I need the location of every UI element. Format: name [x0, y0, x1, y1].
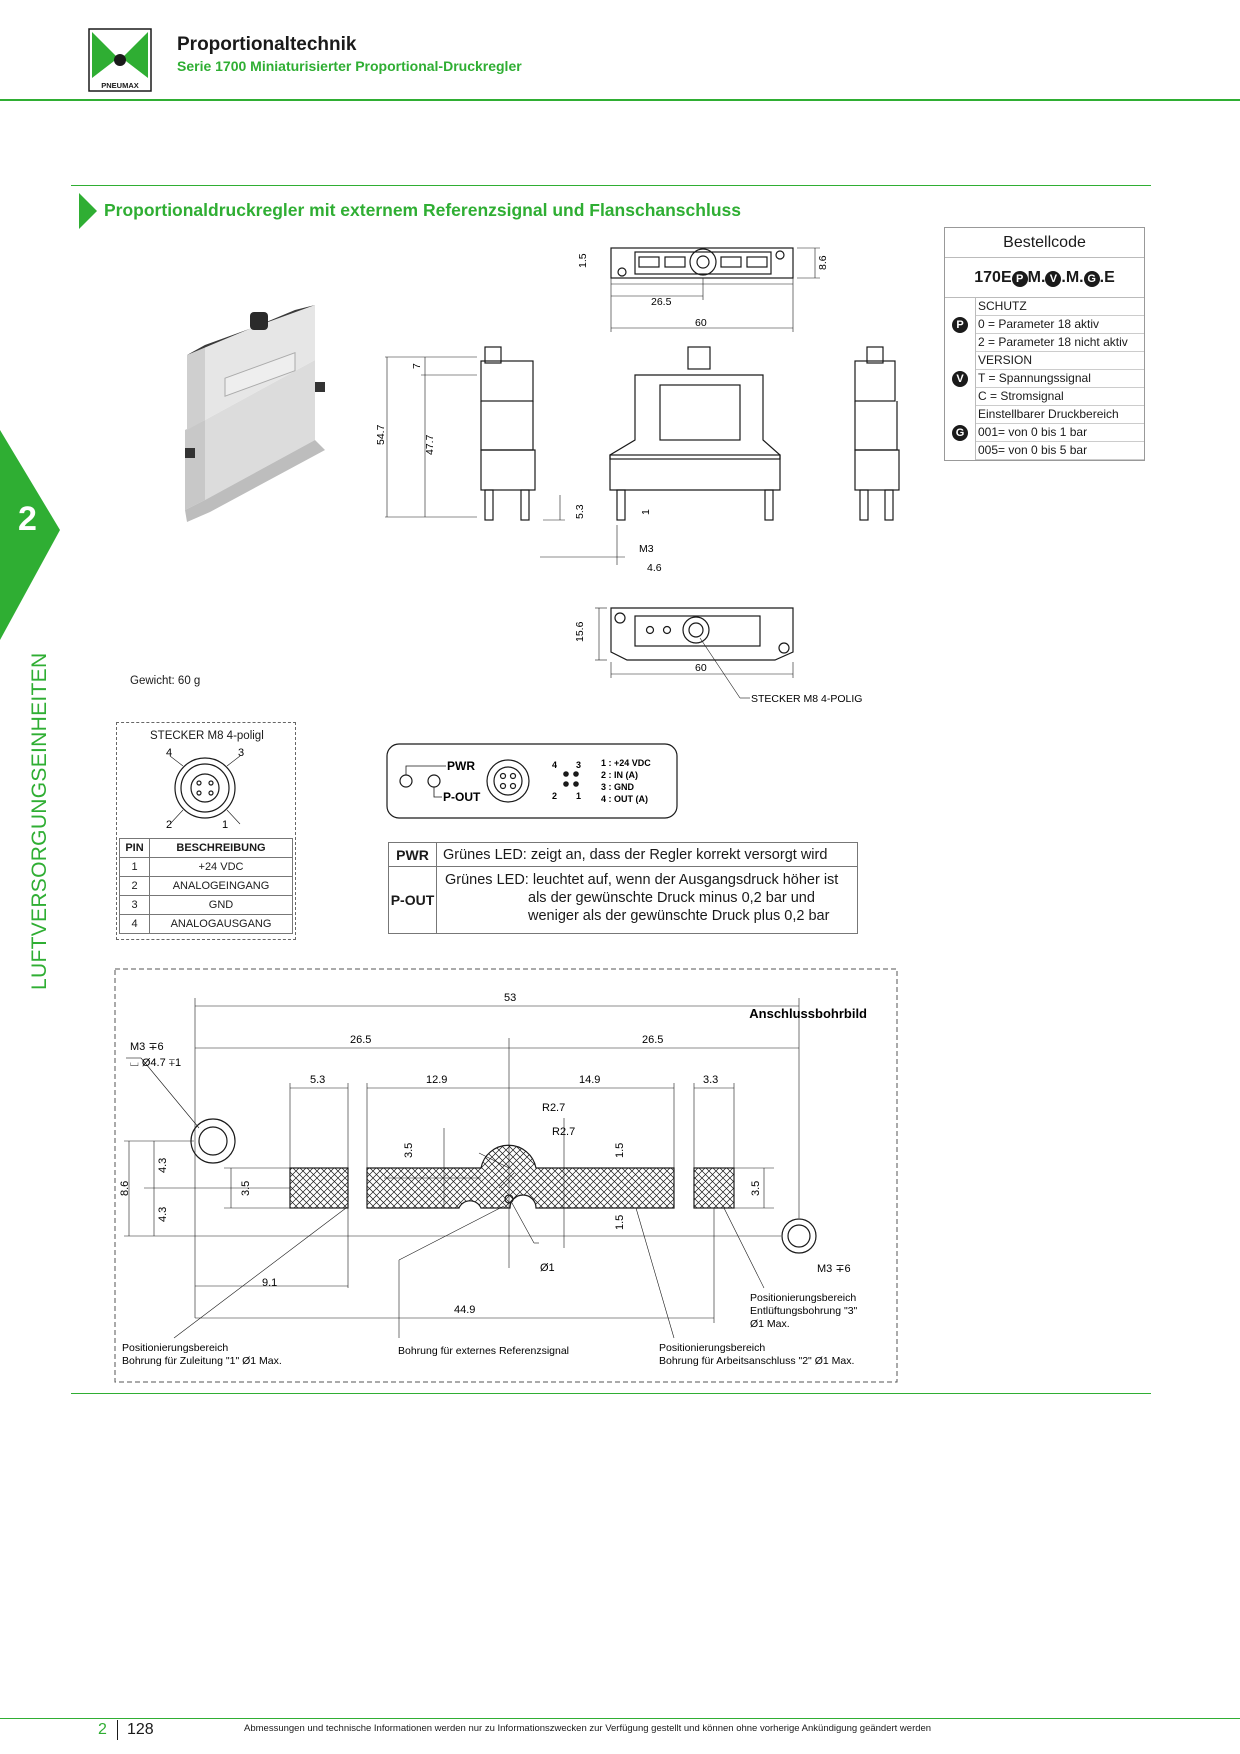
- pin-number: 2: [552, 791, 558, 801]
- dim-text: 1.5: [577, 253, 589, 268]
- code-part: M.: [1027, 269, 1046, 286]
- table-row: [389, 843, 858, 867]
- bc-group-label: Einstellbarer Druckbereich: [976, 406, 1144, 424]
- pin-number: 4: [552, 760, 558, 770]
- dim-text: 60: [695, 317, 707, 329]
- footer-separator: [117, 1720, 118, 1740]
- dim-text: 26.5: [651, 296, 672, 308]
- bc-option: T = Spannungssignal: [976, 370, 1144, 388]
- pin-label: 2: [166, 819, 173, 831]
- led-desc: Grünes LED: zeigt an, dass der Regler korrekt versorgt wird: [437, 843, 858, 867]
- table-cell: 1: [120, 858, 150, 877]
- section-rule-top: [71, 185, 1151, 186]
- dim-text: 44.9: [454, 1304, 476, 1316]
- dim-text: 3.5: [240, 1180, 252, 1196]
- bc-option: 2 = Parameter 18 nicht aktiv: [976, 334, 1144, 352]
- code-mark-v: V: [1045, 271, 1061, 287]
- dim-text: 47.7: [424, 434, 436, 455]
- table-cell: ANALOGEINGANG: [150, 877, 293, 896]
- table-row: [120, 915, 293, 934]
- connector-callout: STECKER M8 4-POLIG: [751, 693, 863, 705]
- code-part: 170E: [974, 269, 1012, 286]
- header-title: Proportionaltechnik: [177, 34, 357, 55]
- connector-title: STECKER M8 4-poligl: [150, 730, 264, 742]
- dim-text: R2.7: [552, 1126, 576, 1138]
- logo-text: PNEUMAX: [101, 81, 139, 90]
- dim-text: M3: [639, 543, 654, 555]
- hole-left-spec: M3 ∓6: [130, 1041, 164, 1053]
- table-row: [120, 896, 293, 915]
- led-desc-line: weniger als der gewünschte Druck plus 0,2 bar: [528, 908, 830, 924]
- side-tab-label: LUFTVERSORGUNGSEINHEITEN: [28, 652, 51, 990]
- section-title: Proportionaldruckregler mit externem Referenzsignal und Flanschanschluss: [104, 200, 741, 220]
- dim-text: 8.6: [119, 1180, 131, 1196]
- note-ref: Bohrung für externes Referenzsignal: [398, 1345, 570, 1357]
- led-panel: [386, 743, 678, 819]
- pinout-line: 3 : GND: [601, 782, 635, 792]
- pwr-label: PWR: [447, 759, 475, 773]
- note-vent: Positionierungsbereich: [750, 1292, 857, 1304]
- pin-label: 3: [238, 747, 245, 759]
- table-header: PIN: [120, 839, 150, 858]
- table-cell: 2: [120, 877, 150, 896]
- weight-label: Gewicht: 60 g: [130, 675, 201, 687]
- bc-option: C = Stromsignal: [976, 388, 1144, 406]
- port-pattern-drawing: [114, 968, 898, 1383]
- pin-table: [119, 838, 293, 934]
- led-key: PWR: [389, 843, 437, 867]
- note-work: Positionierungsbereich: [659, 1342, 766, 1354]
- footer-disclaimer: Abmessungen und technische Informationen werden nur zu Informationszwecken zur Verfügung gestellt und können ohne vorherige Ankündigung geändert werden: [244, 1723, 932, 1734]
- table-cell: 4: [120, 915, 150, 934]
- dim-text: 9.1: [262, 1277, 278, 1289]
- table-row: [120, 877, 293, 896]
- dim-text: 15.6: [574, 621, 586, 642]
- note-work: Bohrung für Arbeitsanschluss "2" Ø1 Max.: [659, 1355, 855, 1367]
- table-row: [120, 858, 293, 877]
- dim-text: 1: [640, 509, 652, 515]
- dim-text: 14.9: [579, 1074, 601, 1086]
- dim-text: 7: [411, 363, 423, 369]
- bestellcode-code: [945, 258, 1144, 298]
- bc-option: 005= von 0 bis 5 bar: [976, 442, 1144, 460]
- header-subtitle: Serie 1700 Miniaturisierter Proportional-Druckregler: [177, 58, 522, 74]
- table-header: BESCHREIBUNG: [150, 839, 293, 858]
- pin-number: 3: [576, 760, 582, 770]
- table-cell: 3: [120, 896, 150, 915]
- dim-text: 3.5: [403, 1142, 415, 1158]
- bc-option: 001= von 0 bis 1 bar: [976, 424, 1144, 442]
- side-tab-number: 2: [18, 500, 37, 538]
- dim-text: Ø1: [540, 1262, 555, 1274]
- dim-text: 4.3: [157, 1157, 169, 1173]
- dim-text: 26.5: [642, 1034, 664, 1046]
- led-desc-line: Grünes LED: leuchtet auf, wenn der Ausgangsdruck höher ist: [445, 872, 839, 888]
- section-arrow-icon: [79, 193, 97, 229]
- drawing-bottom-view: [575, 600, 875, 710]
- connector-m8-icon: [150, 746, 260, 836]
- dim-text: 4.3: [157, 1206, 169, 1222]
- dim-text: 54.7: [375, 424, 387, 445]
- pin-number: 1: [576, 791, 582, 801]
- bc-mark-g: G: [952, 425, 968, 441]
- dim-text: 5.3: [310, 1074, 326, 1086]
- dim-text: 12.9: [426, 1074, 448, 1086]
- table-row: [389, 867, 858, 934]
- note-vent: Entlüftungsbohrung "3": [750, 1305, 858, 1317]
- pneumax-logo: [88, 28, 152, 92]
- code-part: .E: [1099, 269, 1115, 286]
- note-supply: Positionierungsbereich: [122, 1342, 229, 1354]
- section-rule-bottom: [71, 1393, 1151, 1394]
- pinout-line: 1 : +24 VDC: [601, 758, 651, 768]
- led-desc-line: als der gewünschte Druck minus 0,2 bar und: [528, 890, 815, 906]
- drawing-front-views: [375, 345, 915, 585]
- hole-left-spec: ⌴ Ø4.7 ∓1: [130, 1057, 182, 1069]
- table-row: [120, 839, 293, 858]
- dim-text: 5.3: [574, 504, 586, 519]
- footer-section-number: 2: [98, 1721, 107, 1738]
- led-desc: [437, 867, 858, 934]
- code-mark-p: P: [1012, 271, 1028, 287]
- note-vent: Ø1 Max.: [750, 1318, 790, 1330]
- dim-text: 1.5: [614, 1214, 626, 1230]
- pinout-line: 4 : OUT (A): [601, 794, 648, 804]
- pin-label: 1: [222, 819, 229, 831]
- led-key: P-OUT: [389, 867, 437, 934]
- table-cell: ANALOGAUSGANG: [150, 915, 293, 934]
- dim-text: 4.6: [647, 562, 662, 574]
- bc-mark-v: V: [952, 371, 968, 387]
- code-part: .M.: [1061, 269, 1084, 286]
- dim-text: 26.5: [350, 1034, 372, 1046]
- drawing-top-view: [575, 242, 835, 337]
- product-photo: [165, 300, 350, 530]
- bc-group-label: SCHUTZ: [976, 298, 1144, 316]
- code-mark-g: G: [1084, 271, 1100, 287]
- header-rule: [0, 99, 1240, 101]
- bestellcode-heading: Bestellcode: [945, 228, 1144, 258]
- dim-text: 8.6: [817, 255, 829, 270]
- pin-label: 4: [166, 747, 173, 759]
- dim-text: 3.5: [750, 1180, 762, 1196]
- table-cell: GND: [150, 896, 293, 915]
- pout-label: P-OUT: [443, 790, 481, 804]
- dim-text: R2.7: [542, 1102, 566, 1114]
- led-table: [388, 842, 858, 934]
- pinout-line: 2 : IN (A): [601, 770, 638, 780]
- bestellcode-table: [944, 227, 1145, 461]
- hole-right-spec: M3 ∓6: [817, 1263, 851, 1275]
- footer-page-number: 128: [127, 1721, 154, 1738]
- table-cell: +24 VDC: [150, 858, 293, 877]
- dim-text: 53: [504, 992, 517, 1004]
- dim-text: 3.3: [703, 1074, 719, 1086]
- port-pattern-title: Anschlussbohrbild: [749, 1006, 867, 1021]
- bc-group-label: VERSION: [976, 352, 1144, 370]
- note-supply: Bohrung für Zuleitung "1" Ø1 Max.: [122, 1355, 282, 1367]
- bc-option: 0 = Parameter 18 aktiv: [976, 316, 1144, 334]
- dim-text: 1.5: [614, 1142, 626, 1158]
- dim-text: 60: [695, 662, 707, 674]
- bc-mark-p: P: [952, 317, 968, 333]
- footer-rule: [0, 1718, 1240, 1719]
